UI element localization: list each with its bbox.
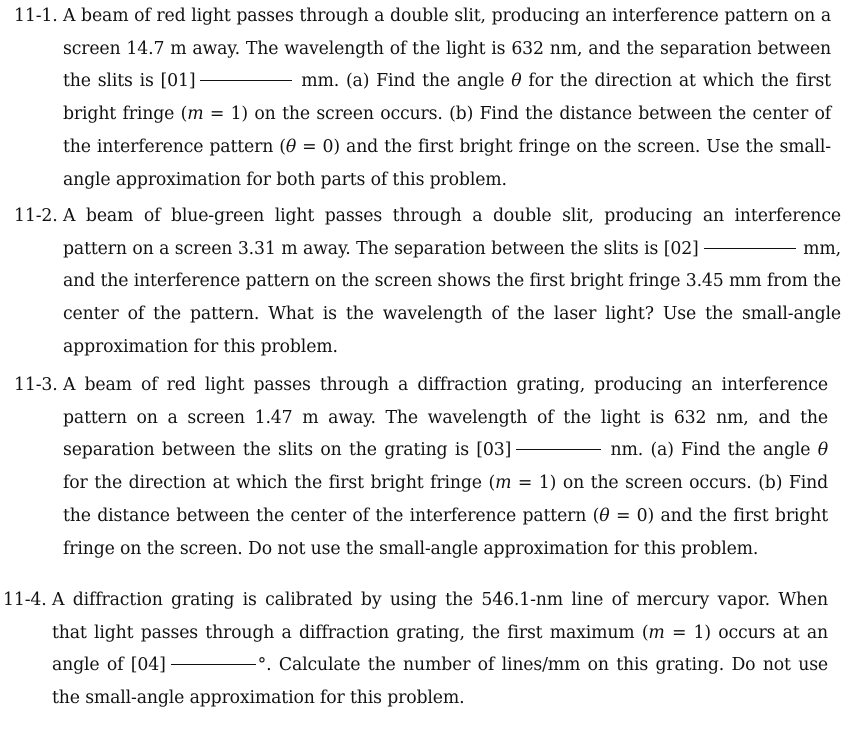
problem-text: A beam of red light passes through a diffraction grating, producing an interference pattern on a screen 1.47 m away. The wavelength of the light is 632 nm, and the separation between the slits on the grating is [03] nm. (a) Find the angle θ for the direction at which the first bright fringe (m = 1) on the screen occurs. (b) Find the distance between the center of the interference pattern (θ = 0) and the first bright fringe on the screen. Do not use the small-angle approximation for this problem. [63, 375, 829, 559]
problem-text: A diffraction grating is calibrated by using the 546.1-nm line of mercury vapor. When that light passes through a diffraction grating, the first maximum (m = 1) occurs at an angle of [04] °. Calculate the number of lines/mm on this grating. Do not use the small-angle approximation for this problem. [52, 590, 829, 709]
blank-label: [04] [130, 655, 166, 676]
problem-number: 11-4. [3, 590, 47, 610]
answer-blank-03[interactable] [516, 449, 601, 450]
blank-label: [01] [160, 71, 196, 92]
answer-blank-02[interactable] [704, 248, 796, 249]
problem-number: 11-2. [14, 206, 58, 226]
answer-blank-04[interactable] [171, 664, 256, 665]
blank-label: [02] [663, 238, 699, 259]
blank-label: [03] [476, 440, 512, 461]
problem-text: A beam of blue-green light passes through a double slit, producing an interference pattern on a screen 3.31 m away. The separation between the slits is [02] mm, and the interference pattern on the screen shows the first bright fringe 3.45 mm from the center of the pattern. What is the wavelength of the laser light? Use the small-angle approximation for this problem. [63, 206, 841, 357]
problem-text: A beam of red light passes through a double slit, producing an interference pattern on a screen 14.7 m away. The wavelength of the light is 632 nm, and the separation between the slits is [01] mm. (a) Find the angle θ for the direction at which the first bright fringe (m = 1) on the screen occurs. (b) Find the distance between the center of the interference pattern (θ = 0) and the first bright fringe on the screen. Use the small-angle approximation for both parts of this problem. [63, 6, 831, 190]
problem-number: 11-3. [14, 375, 58, 395]
answer-blank-01[interactable] [200, 80, 292, 81]
problem-number: 11-1. [14, 6, 58, 26]
